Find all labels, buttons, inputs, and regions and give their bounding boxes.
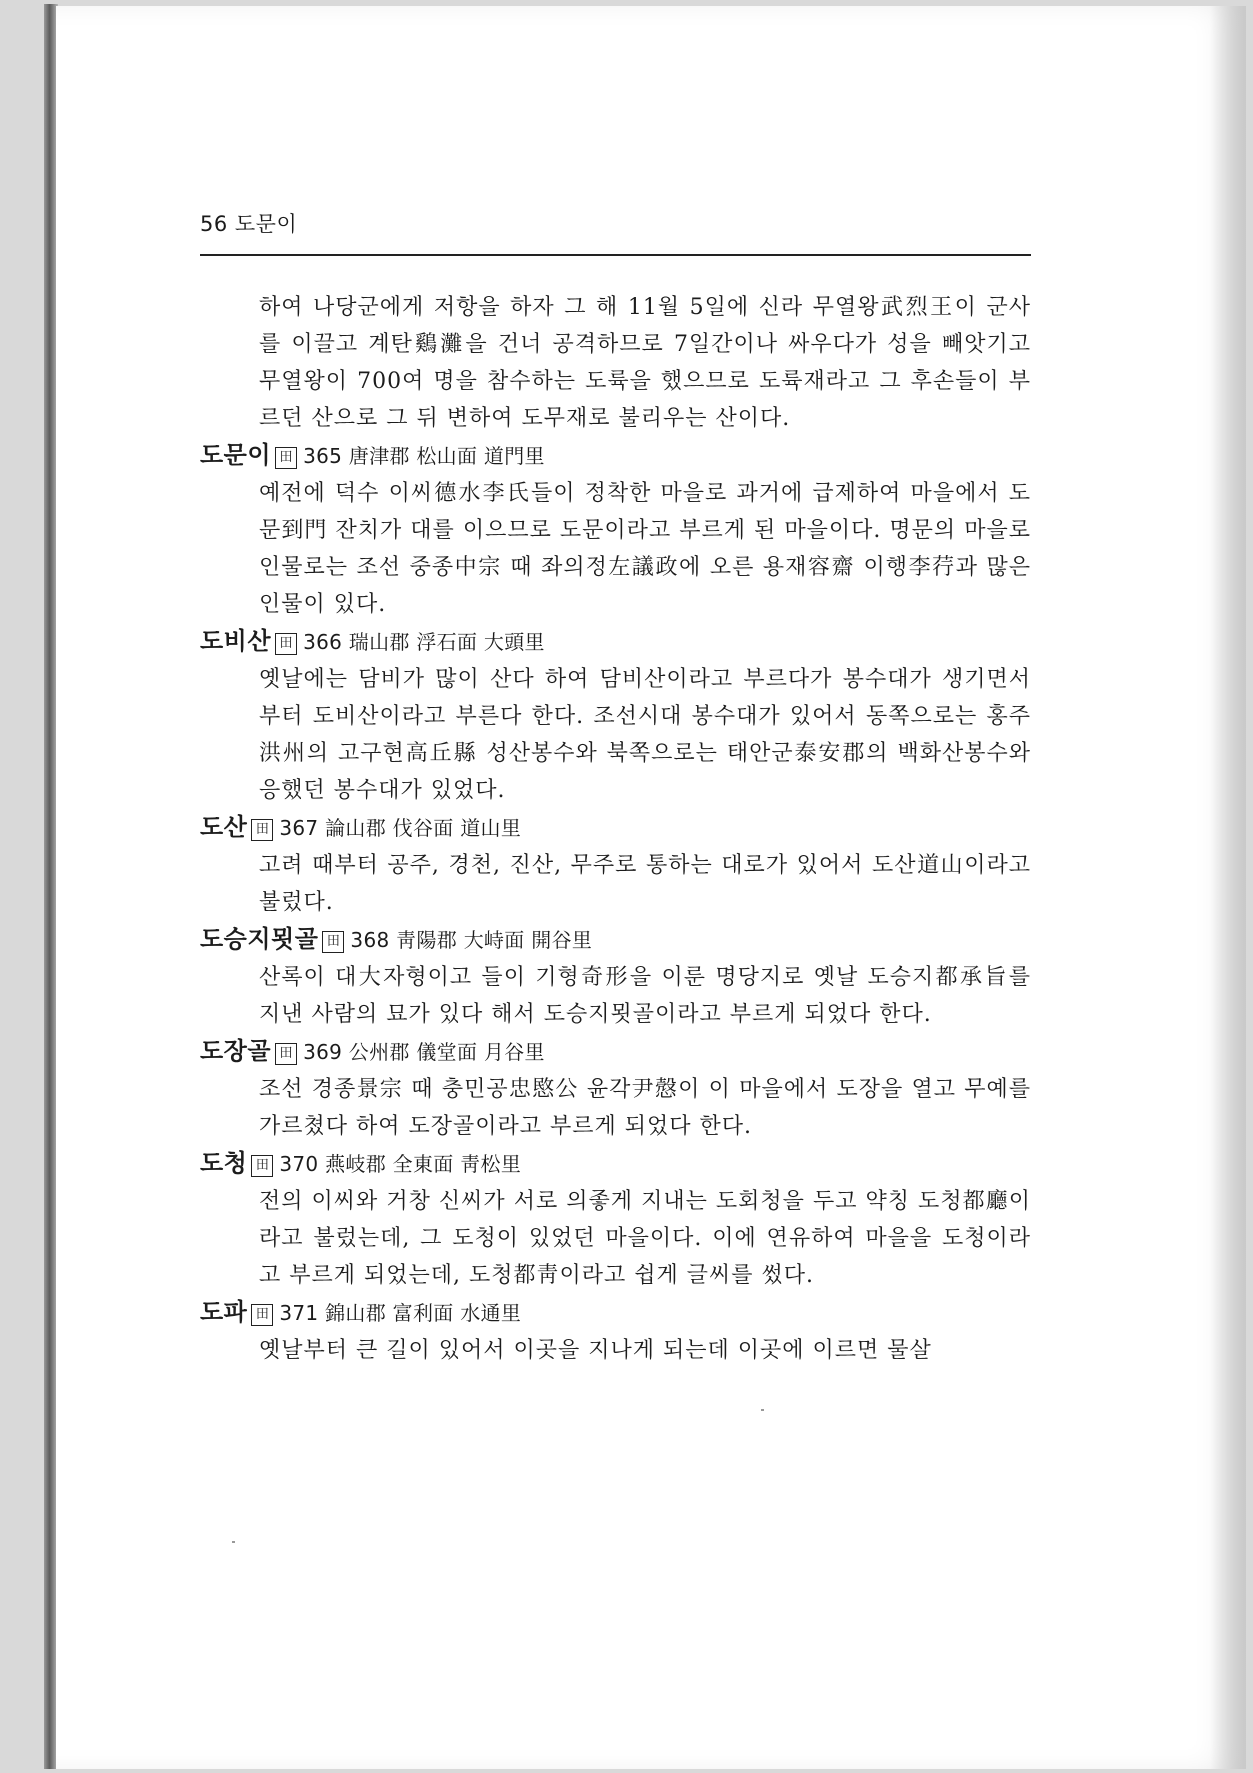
entry-text: 전의 이씨와 거창 신씨가 서로 의좋게 지내는 도회청을 두고 약칭 도청都廳이라고 불렀는데, 그 도청이 있었던 마을이다. 이에 연유하여 마을을 도청이라고 부르게 되었는데, 도청都靑이라고 쉽게 글씨를 썼다. (259, 1189, 1031, 1288)
entry-domuni (200, 437, 1031, 623)
speck (761, 1409, 764, 1411)
entry-location: 366 瑞山郡 浮石面 大頭里 (303, 630, 545, 654)
entry-heading (200, 1294, 1031, 1332)
entry-location: 365 唐津郡 松山面 道門里 (303, 444, 545, 468)
entry-name: 도파 (200, 1298, 248, 1326)
entry-text: 옛날부터 큰 길이 있어서 이곳을 지나게 되는데 이곳에 이르면 물살 (259, 1338, 932, 1363)
entry-heading (200, 921, 1031, 959)
entry-location: 371 錦山郡 富利面 水通里 (279, 1301, 522, 1325)
field-mark-icon: 田 (251, 1304, 273, 1326)
entry-location: 369 公州郡 儀堂面 月谷里 (303, 1040, 545, 1064)
entry-text: 옛날에는 담비가 많이 산다 하여 담비산이라고 부르다가 봉수대가 생기면서부터 도비산이라고 부른다 한다. 조선시대 봉수대가 있어서 동쪽으로는 홍주洪州의 고구현高丘縣 성산봉수와 북쪽으로는 태안군泰安郡의 백화산봉수와 응했던 봉수대가 있었다. (259, 667, 1031, 803)
entry-name: 도산 (200, 813, 248, 841)
entry-heading (200, 809, 1031, 847)
field-mark-icon: 田 (275, 633, 297, 655)
field-mark-icon: 田 (251, 819, 273, 841)
entry-docheong (200, 1145, 1031, 1294)
entry-heading (200, 623, 1031, 661)
speck (232, 1541, 235, 1543)
running-head: 56 도문이 (200, 212, 298, 236)
field-mark-icon: 田 (275, 447, 297, 469)
entry-location: 368 靑陽郡 大峙面 開谷里 (350, 928, 593, 952)
entry-name: 도문이 (200, 441, 272, 469)
entry-heading (200, 1145, 1031, 1183)
entry-name: 도청 (200, 1149, 248, 1177)
entry-doseungjimotgol (200, 921, 1031, 1033)
field-mark-icon: 田 (251, 1155, 273, 1177)
entry-name: 도승지묏골 (200, 925, 319, 953)
entry-text: 예전에 덕수 이씨德水李氏들이 정착한 마을로 과거에 급제하여 마을에서 도문到門 잔치가 대를 이으므로 도문이라고 부르게 된 마을이다. 명문의 마을로 인물로는 조선 중종中宗 때 좌의정左議政에 오른 용재容齋 이행李荇과 많은 인물이 있다. (259, 481, 1031, 617)
entry-dopa (200, 1294, 1031, 1369)
entry-dobisan (200, 623, 1031, 809)
entry-name: 도비산 (200, 627, 272, 655)
entry-name: 도장골 (200, 1037, 272, 1065)
entry-location: 370 燕岐郡 全東面 靑松里 (279, 1152, 522, 1176)
entry-text: 조선 경종景宗 때 충민공忠愍公 윤각尹慤이 이 마을에서 도장을 열고 무예를 가르쳤다 하여 도장골이라고 부르게 되었다 한다. (259, 1077, 1031, 1139)
entry-text: 산록이 대大자형이고 들이 기형奇形을 이룬 명당지로 옛날 도승지都承旨를 지낸 사람의 묘가 있다 해서 도승지묏골이라고 부르게 되었다 한다. (259, 965, 1031, 1027)
header-rule (200, 254, 1031, 256)
entry-text: 고려 때부터 공주, 경천, 진산, 무주로 통하는 대로가 있어서 도산道山이라고 불렀다. (259, 853, 1031, 915)
entry-heading (200, 437, 1031, 475)
entry-heading (200, 1033, 1031, 1071)
entry-location: 367 論山郡 伐谷面 道山里 (279, 816, 522, 840)
entry-dosan (200, 809, 1031, 921)
field-mark-icon: 田 (322, 931, 344, 953)
field-mark-icon: 田 (275, 1043, 297, 1065)
page-body (200, 289, 1031, 1369)
entry-dojanggol (200, 1033, 1031, 1145)
intro-paragraph: 하여 나당군에게 저항을 하자 그 해 11월 5일에 신라 무열왕武烈王이 군사를 이끌고 계탄鷄灘을 건너 공격하므로 7일간이나 싸우다가 성을 빼앗기고 무열왕이 700여 명을 참수하는 도륙을 했으므로 도륙재라고 그 후손들이 부르던 산으로 그 뒤 변하여 도무재로 불리우는 산이다. (259, 295, 1031, 431)
